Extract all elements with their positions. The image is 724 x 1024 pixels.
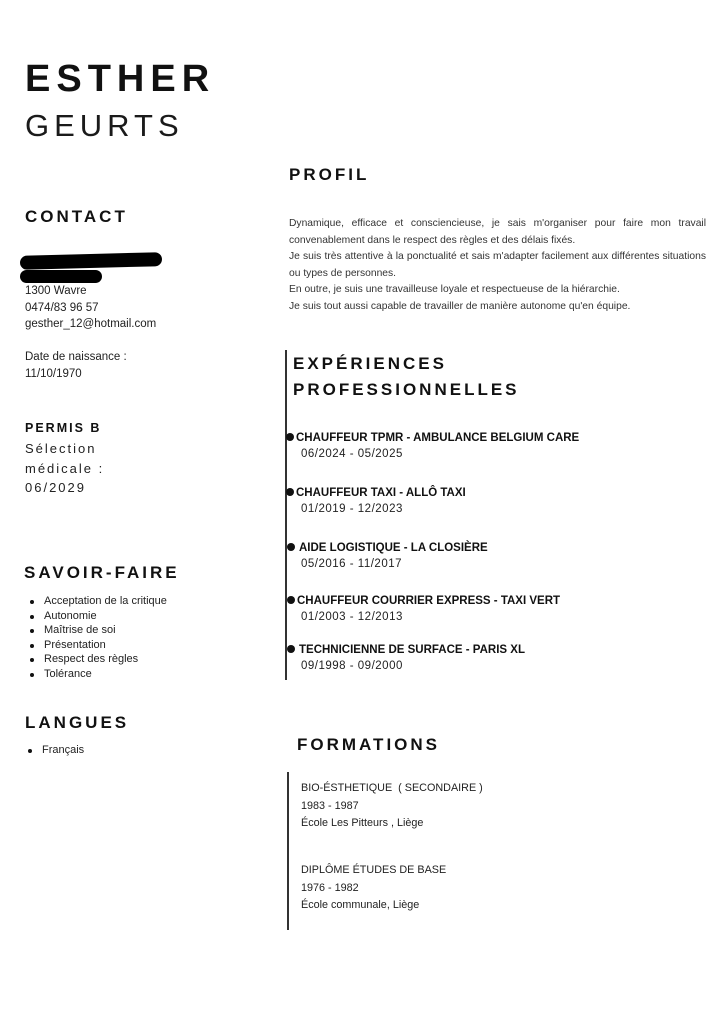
langues-list	[23, 743, 84, 758]
last-name: GEURTS	[25, 108, 184, 143]
list-item: Autonomie	[44, 609, 167, 624]
savoir-faire-heading: SAVOIR-FAIRE	[24, 563, 180, 582]
bullet-icon	[286, 433, 294, 441]
experiences-heading-line-1: EXPÉRIENCES	[293, 354, 447, 373]
contact-email[interactable]: gesther_12@hotmail.com	[25, 318, 157, 330]
experience-item	[286, 487, 466, 515]
formation-school: École communale, Liège	[301, 899, 420, 911]
birth-label: Date de naissance :	[25, 351, 127, 363]
experience-item	[287, 542, 488, 570]
list-item: Maîtrise de soi	[44, 623, 167, 638]
experience-item	[287, 644, 525, 672]
contact-city: 1300 Wavre	[25, 285, 87, 297]
experience-title: CHAUFFEUR TPMR - AMBULANCE BELGIUM CARE	[296, 432, 580, 444]
bullet-icon	[287, 645, 295, 653]
experience-dates: 06/2024 - 05/2025	[301, 448, 403, 460]
profil-heading: PROFIL	[289, 165, 370, 184]
formations-heading: FORMATIONS	[297, 735, 441, 754]
formation-item	[301, 780, 483, 833]
list-item: Tolérance	[44, 667, 167, 682]
formation-item	[301, 862, 446, 915]
profil-text	[289, 216, 706, 316]
experience-title: TECHNICIENNE DE SURFACE - PARIS XL	[299, 644, 525, 656]
experiences-heading	[293, 351, 520, 403]
experience-item	[287, 595, 560, 623]
permis-details	[25, 439, 104, 498]
permis-line-3: 06/2029	[25, 480, 86, 495]
experience-dates: 09/1998 - 09/2000	[301, 660, 403, 672]
contact-heading: CONTACT	[25, 207, 128, 226]
redacted-address-line-2	[20, 270, 102, 283]
langues-heading: LANGUES	[25, 713, 130, 732]
bullet-icon	[286, 488, 294, 496]
bullet-icon	[287, 596, 295, 604]
permis-line-2: médicale :	[25, 460, 105, 476]
contact-phone: 0474/83 96 57	[25, 302, 99, 314]
experience-dates: 05/2016 - 11/2017	[301, 558, 403, 570]
experiences-heading-line-2: PROFESSIONNELLES	[293, 380, 520, 399]
experience-title: CHAUFFEUR TAXI - ALLÔ TAXI	[296, 487, 466, 499]
bullet-icon	[287, 543, 295, 551]
formation-school: École Les Pitteurs , Liège	[301, 817, 424, 829]
permis-line-1: Sélection	[25, 441, 97, 456]
list-item: Respect des règles	[44, 652, 167, 667]
formation-dates: 1976 - 1982	[301, 881, 359, 894]
formations-divider	[287, 772, 289, 930]
list-item: Acceptation de la critique	[44, 595, 167, 607]
experience-item	[286, 432, 579, 460]
experience-title: CHAUFFEUR COURRIER EXPRESS - TAXI VERT	[297, 595, 561, 607]
first-name: ESTHER	[25, 58, 216, 100]
savoir-faire-list	[25, 594, 167, 681]
profil-paragraph: Dynamique, efficace et consciencieuse, je sais m'organiser pour faire mon travail convenablement dans le respect des règles et des délais fixés.	[289, 218, 706, 246]
formation-dates: 1983 - 1987	[301, 799, 359, 812]
experience-title: AIDE LOGISTIQUE - LA CLOSIÈRE	[299, 542, 488, 554]
experience-dates: 01/2019 - 12/2023	[301, 503, 403, 515]
formation-title: DIPLÔME ÉTUDES DE BASE	[301, 864, 447, 876]
profil-paragraph: Je suis tout aussi capable de travailler de manière autonome qu'en équipe.	[289, 300, 631, 312]
experience-dates: 01/2003 - 12/2013	[301, 611, 403, 623]
list-item: Présentation	[44, 638, 167, 653]
list-item: Français	[42, 744, 85, 756]
redacted-address-line-1	[20, 252, 162, 270]
birth-date: 11/10/1970	[25, 368, 82, 380]
experiences-divider	[285, 350, 287, 680]
profil-paragraph: En outre, je suis une travailleuse loyale et respectueuse de la hiérarchie.	[289, 284, 620, 296]
formation-title: BIO-ÉSTHETIQUE ( SECONDAIRE )	[301, 782, 483, 794]
profil-paragraph: Je suis très attentive à la ponctualité et sais m'adapter facilement aux différentes situations ou types de personnes.	[289, 251, 706, 279]
permis-title: PERMIS B	[25, 421, 102, 435]
